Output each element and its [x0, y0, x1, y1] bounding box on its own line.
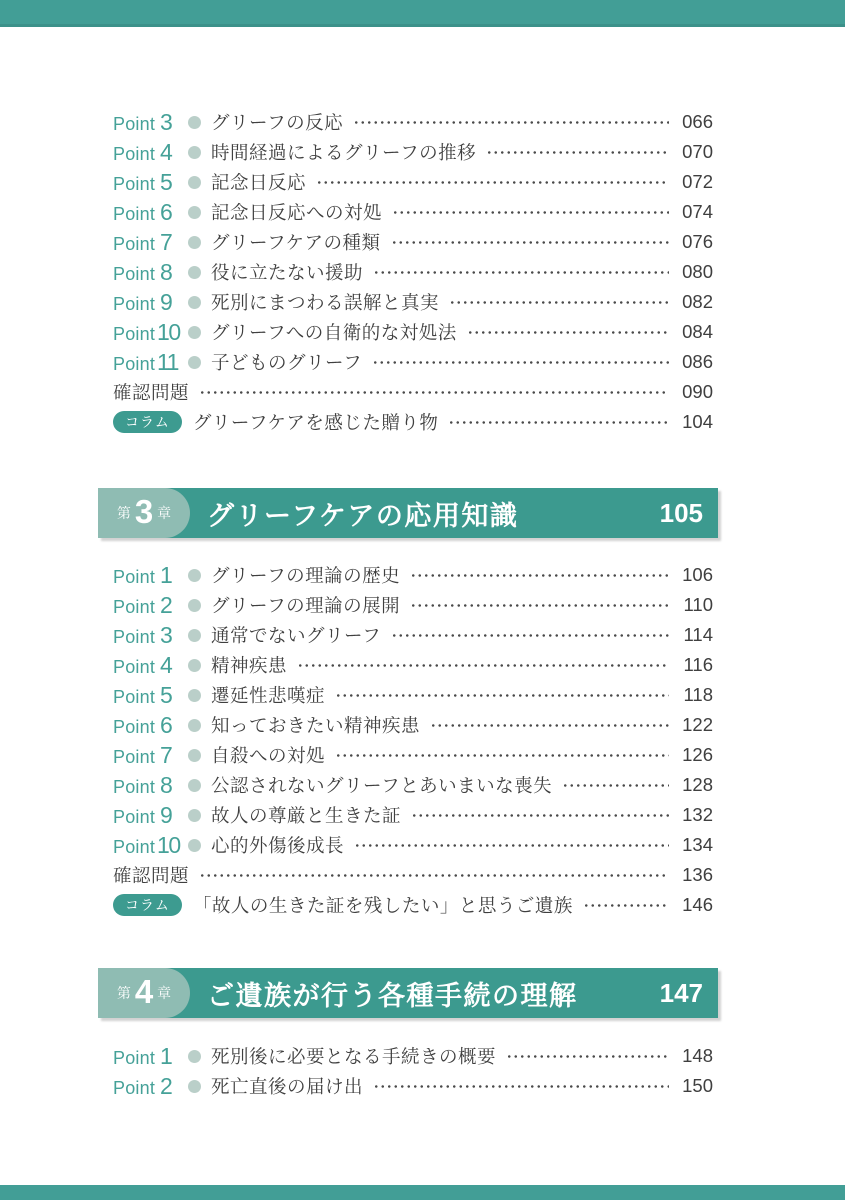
chapter-number: 4	[134, 973, 154, 1010]
point-label	[113, 832, 188, 859]
point-word: Point	[113, 656, 156, 677]
dot-leader	[465, 317, 669, 347]
toc-row	[113, 167, 713, 197]
point-label	[113, 682, 188, 709]
toc-row	[113, 680, 713, 710]
entry-title: 確認問題	[113, 382, 190, 403]
page-bottom-decoration-bar	[0, 1185, 845, 1200]
dot-leader	[484, 137, 669, 167]
point-label	[113, 802, 188, 829]
chapter-3-number-chip	[98, 488, 190, 538]
dot-leader	[560, 770, 669, 800]
dot-leader	[371, 1071, 669, 1101]
entry-title: 心的外傷後成長	[211, 835, 345, 856]
dot-leader	[389, 227, 669, 257]
point-word: Point	[113, 1077, 156, 1098]
point-label	[113, 169, 188, 196]
entry-page-number: 076	[682, 231, 713, 252]
entry-title: グリーフケアの種類	[211, 232, 381, 253]
chapter-number: 3	[134, 493, 154, 530]
entry-page-number: 090	[682, 381, 713, 402]
chapter-4-heading	[98, 968, 718, 1018]
page-top-decoration-bar	[0, 0, 845, 27]
entry-title: 死別にまつわる誤解と真実	[211, 292, 440, 313]
chapter-prefix: 第	[116, 505, 131, 521]
column-badge: コラム	[113, 894, 182, 916]
dot-leader	[333, 680, 669, 710]
toc-row	[113, 1041, 713, 1071]
dot-leader	[370, 347, 669, 377]
dot-leader	[408, 560, 669, 590]
toc-row	[113, 620, 713, 650]
toc-row	[113, 137, 713, 167]
toc-row	[113, 227, 713, 257]
point-label	[113, 1073, 188, 1100]
point-label	[113, 229, 188, 256]
entry-page-number: 086	[682, 351, 713, 372]
point-number: 8	[160, 258, 173, 285]
dot-leader	[295, 650, 669, 680]
entry-title: 遷延性悲嘆症	[211, 685, 326, 706]
entry-page-number: 134	[682, 834, 713, 855]
point-word: Point	[113, 173, 156, 194]
point-number: 8	[160, 771, 173, 798]
toc-row	[113, 650, 713, 680]
entry-page-number: 104	[682, 411, 713, 432]
entry-title: グリーフケアを感じた贈り物	[192, 412, 439, 433]
point-word: Point	[113, 746, 156, 767]
bullet-dot-icon	[188, 599, 201, 612]
dot-leader	[197, 860, 669, 890]
toc-row	[113, 890, 713, 920]
point-number: 4	[160, 651, 173, 678]
bullet-dot-icon	[188, 629, 201, 642]
chapter-suffix: 章	[157, 505, 172, 521]
point-label	[113, 109, 188, 136]
dot-leader	[351, 107, 669, 137]
bullet-dot-icon	[188, 749, 201, 762]
entry-title: 確認問題	[113, 865, 190, 886]
entry-title: グリーフの反応	[211, 112, 344, 133]
bullet-dot-icon	[188, 1050, 201, 1063]
bullet-dot-icon	[188, 176, 201, 189]
toc-row	[113, 257, 713, 287]
toc-row	[113, 377, 713, 407]
entry-page-number: 116	[683, 654, 713, 675]
bullet-dot-icon	[188, 146, 201, 159]
point-label	[113, 259, 188, 286]
chapter-suffix: 章	[157, 985, 172, 1001]
point-label	[113, 289, 188, 316]
point-word: Point	[113, 1047, 156, 1068]
toc-row	[113, 560, 713, 590]
entry-title: 記念日反応	[211, 172, 307, 193]
entry-title: グリーフの理論の展開	[211, 595, 401, 616]
entry-title: 子どものグリーフ	[211, 352, 363, 373]
point-word: Point	[113, 233, 156, 254]
entry-page-number: 072	[682, 171, 713, 192]
point-number: 5	[160, 168, 173, 195]
toc-row	[113, 860, 713, 890]
entry-page-number: 126	[682, 744, 713, 765]
toc-row	[113, 830, 713, 860]
point-word: Point	[113, 596, 156, 617]
bullet-dot-icon	[188, 839, 201, 852]
toc-row	[113, 740, 713, 770]
entry-title: 自殺への対処	[211, 745, 326, 766]
point-number: 3	[160, 108, 173, 135]
chapter-3-heading	[98, 488, 718, 538]
entry-page-number: 136	[682, 864, 713, 885]
point-number: 11	[157, 348, 178, 375]
entry-title: 役に立たない援助	[211, 262, 364, 283]
bullet-dot-icon	[188, 356, 201, 369]
point-number: 4	[160, 138, 173, 165]
entry-title: 知っておきたい精神疾患	[211, 715, 421, 736]
dot-leader	[197, 377, 669, 407]
bullet-dot-icon	[188, 719, 201, 732]
dot-leader	[333, 740, 669, 770]
dot-leader	[408, 590, 669, 620]
bullet-dot-icon	[188, 569, 201, 582]
point-number: 9	[160, 288, 173, 315]
point-word: Point	[113, 203, 156, 224]
entry-page-number: 084	[682, 321, 713, 342]
entry-title: 公認されないグリーフとあいまいな喪失	[211, 775, 553, 796]
bullet-dot-icon	[188, 326, 201, 339]
entry-page-number: 128	[682, 774, 713, 795]
dot-leader	[389, 620, 669, 650]
entry-title: 「故人の生きた証を残したい」と思うご遺族	[192, 895, 573, 916]
bullet-dot-icon	[188, 1080, 201, 1093]
point-label	[113, 199, 188, 226]
dot-leader	[428, 710, 669, 740]
entry-page-number: 082	[682, 291, 713, 312]
point-number: 2	[160, 1072, 173, 1099]
entry-title: 故人の尊厳と生きた証	[211, 805, 402, 826]
entry-page-number: 110	[683, 594, 713, 615]
dot-leader	[447, 287, 669, 317]
point-word: Point	[113, 113, 156, 134]
bullet-dot-icon	[188, 266, 201, 279]
point-number: 1	[160, 561, 173, 588]
point-label	[113, 1043, 188, 1070]
point-number: 3	[160, 621, 173, 648]
bullet-dot-icon	[188, 809, 201, 822]
point-word: Point	[113, 686, 156, 707]
entry-page-number: 148	[682, 1045, 713, 1066]
entry-page-number: 122	[682, 714, 713, 735]
entry-page-number: 074	[682, 201, 713, 222]
entry-title: 記念日反応への対処	[211, 202, 383, 223]
entry-title: 精神疾患	[211, 655, 288, 676]
dot-leader	[581, 890, 669, 920]
point-label	[113, 562, 188, 589]
chapter-4-page-number: 147	[659, 977, 703, 1008]
entry-title: 通常でないグリーフ	[211, 625, 382, 646]
point-number: 10	[157, 831, 180, 858]
entry-title: グリーフの理論の歴史	[211, 565, 401, 586]
point-word: Point	[113, 323, 156, 344]
bullet-dot-icon	[188, 659, 201, 672]
point-label	[113, 349, 188, 376]
point-label	[113, 712, 188, 739]
point-label	[113, 742, 188, 769]
point-label	[113, 622, 188, 649]
point-label	[113, 772, 188, 799]
toc-row	[113, 710, 713, 740]
point-number: 7	[160, 741, 173, 768]
point-label	[113, 652, 188, 679]
toc-list-continued	[113, 107, 713, 437]
toc-row	[113, 317, 713, 347]
point-word: Point	[113, 143, 156, 164]
entry-title: 時間経過によるグリーフの推移	[211, 142, 477, 163]
dot-leader	[352, 830, 669, 860]
point-number: 10	[157, 318, 180, 345]
point-word: Point	[113, 263, 156, 284]
bullet-dot-icon	[188, 779, 201, 792]
toc-row	[113, 347, 713, 377]
entry-page-number: 146	[682, 894, 713, 915]
point-word: Point	[113, 353, 156, 374]
entry-title: 死別後に必要となる手続きの概要	[211, 1046, 497, 1067]
column-badge: コラム	[113, 411, 182, 433]
toc-list-chapter-4	[113, 1041, 713, 1101]
entry-page-number: 132	[682, 804, 713, 825]
toc-row	[113, 287, 713, 317]
point-number: 7	[160, 228, 173, 255]
dot-leader	[409, 800, 669, 830]
bullet-dot-icon	[188, 116, 201, 129]
point-number: 1	[160, 1042, 173, 1069]
point-label	[113, 319, 188, 346]
bullet-dot-icon	[188, 236, 201, 249]
entry-page-number: 150	[682, 1075, 713, 1096]
chapter-3-page-number: 105	[659, 497, 703, 528]
toc-list-chapter-3	[113, 560, 713, 920]
point-word: Point	[113, 293, 156, 314]
point-label	[113, 139, 188, 166]
entry-page-number: 106	[682, 564, 713, 585]
dot-leader	[504, 1041, 669, 1071]
chapter-prefix: 第	[116, 985, 131, 1001]
point-label	[113, 592, 188, 619]
chapter-4-title: ご遺族が行う各種手続の理解	[207, 980, 578, 1011]
entry-page-number: 080	[682, 261, 713, 282]
bullet-dot-icon	[188, 689, 201, 702]
chapter-3-title: グリーフケアの応用知識	[207, 500, 519, 531]
toc-row	[113, 407, 713, 437]
point-word: Point	[113, 566, 156, 587]
point-number: 5	[160, 681, 173, 708]
toc-row	[113, 107, 713, 137]
toc-row	[113, 1071, 713, 1101]
point-number: 9	[160, 801, 173, 828]
bullet-dot-icon	[188, 206, 201, 219]
toc-row	[113, 590, 713, 620]
point-word: Point	[113, 836, 156, 857]
dot-leader	[446, 407, 669, 437]
dot-leader	[371, 257, 669, 287]
dot-leader	[390, 197, 669, 227]
bullet-dot-icon	[188, 296, 201, 309]
point-word: Point	[113, 626, 156, 647]
point-number: 6	[160, 711, 173, 738]
point-number: 2	[160, 591, 173, 618]
toc-row	[113, 770, 713, 800]
chapter-4-number-chip	[98, 968, 190, 1018]
point-word: Point	[113, 776, 156, 797]
point-number: 6	[160, 198, 173, 225]
entry-title: グリーフへの自衛的な対処法	[211, 322, 457, 343]
entry-page-number: 118	[683, 684, 713, 705]
entry-page-number: 070	[682, 141, 713, 162]
point-word: Point	[113, 716, 156, 737]
point-word: Point	[113, 806, 156, 827]
toc-row	[113, 197, 713, 227]
entry-page-number: 066	[682, 111, 713, 132]
entry-page-number: 114	[683, 624, 713, 645]
dot-leader	[314, 167, 669, 197]
toc-row	[113, 800, 713, 830]
entry-title: 死亡直後の届け出	[211, 1076, 364, 1097]
